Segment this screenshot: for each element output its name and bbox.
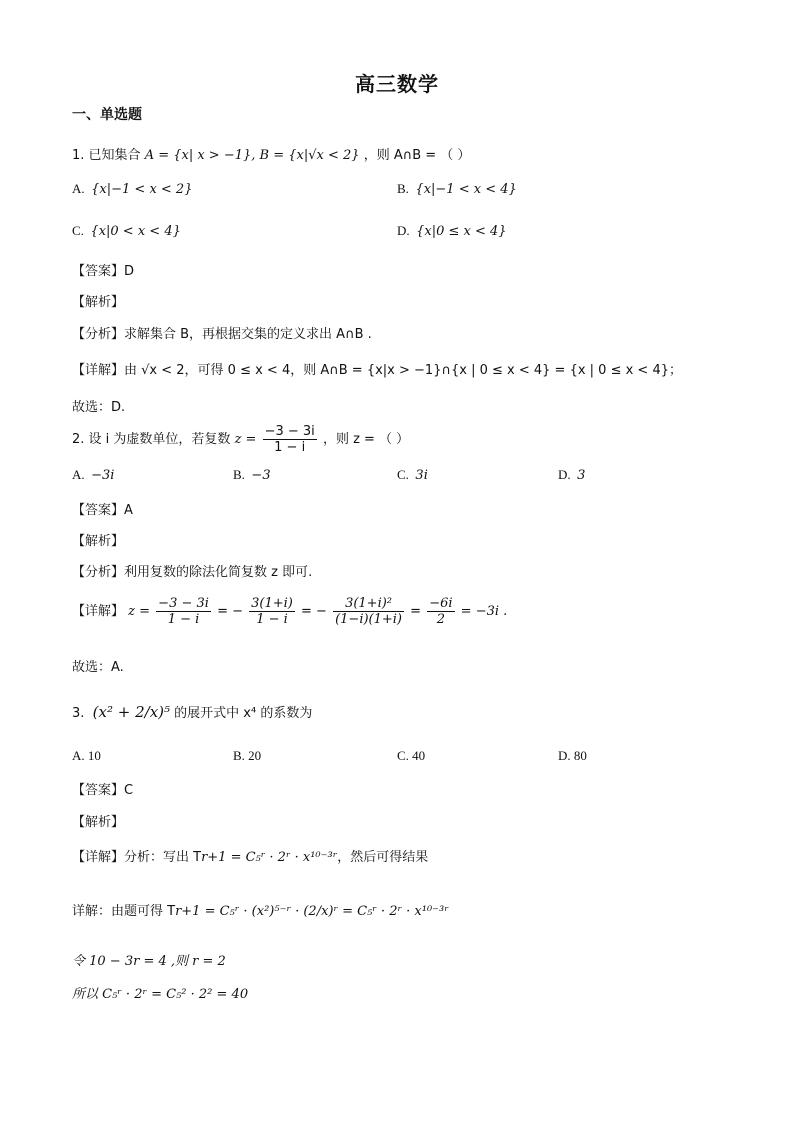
q3-step-1: 令 10 − 3r = 4 ,则 r = 2	[72, 954, 226, 969]
detail-fraction-1	[156, 596, 211, 627]
option-label: D.	[397, 223, 410, 238]
q3-answer: 【答案】C	[72, 783, 134, 798]
question-2-stem	[72, 424, 409, 455]
q2-answer: 【答案】A	[72, 503, 133, 518]
option-text: 10	[87, 748, 101, 763]
q2-fenxi: 【分析】利用复数的除法化简复数 z 即可.	[72, 565, 313, 580]
question-1-stem	[72, 144, 470, 163]
option-text: {x|−1 < x < 4}	[415, 182, 517, 197]
q1-detail: 【详解】由 √x < 2，可得 0 ≤ x < 4，则 A∩B = {x|x > −1}∩{x | 0 ≤ x < 4} = {x | 0 ≤ x < 4}；	[72, 363, 682, 378]
option-label: A.	[72, 467, 85, 482]
q1-answer: 【答案】D	[72, 264, 135, 279]
q3-stem-suffix: 的展开式中 x⁴ 的系数为	[174, 706, 313, 721]
option-label: C.	[72, 223, 84, 238]
fraction-numerator: −6i	[429, 596, 453, 611]
fraction-denominator: (1−i)(1+i)	[335, 612, 403, 627]
equals-negative: = −	[301, 604, 327, 619]
q3-detail-1	[72, 846, 428, 865]
detail-z: z =	[128, 604, 151, 619]
q2-detail	[72, 596, 507, 627]
option-text: −3i	[91, 468, 115, 483]
fraction-denominator: 1 − i	[167, 612, 200, 627]
detail-tag: 【详解】	[72, 604, 125, 619]
fraction-numerator: −3 − 3i	[158, 596, 209, 611]
option-text: {x|−1 < x < 2}	[91, 182, 193, 197]
detail-fraction-4	[427, 596, 454, 627]
equals: =	[410, 604, 422, 619]
q3-step-2: 所以 C₅ʳ · 2ʳ = C₅² · 2² = 40	[72, 987, 249, 1002]
q1-stem-math: A = {x| x > −1}, B = {x|√x < 2}	[144, 148, 360, 163]
option-text: 20	[248, 748, 262, 763]
detail-suffix: ，然后可得结果	[337, 850, 429, 865]
fraction-denominator: 2	[436, 612, 445, 627]
option-text: −3	[251, 468, 271, 483]
q2-analysis-heading: 【解析】	[72, 534, 125, 549]
option-label: B.	[397, 181, 409, 196]
option-label: A.	[72, 181, 85, 196]
q3-option-d	[558, 748, 587, 764]
q1-option-a	[72, 181, 192, 197]
q3-stem-number: 3.	[72, 706, 85, 721]
q2-option-c	[397, 467, 428, 483]
q1-option-d	[397, 223, 507, 239]
detail-text: 【详解】分析：写出 T	[72, 850, 202, 865]
q2-option-a	[72, 467, 114, 483]
fraction-numerator: 3(1+i)²	[333, 596, 404, 612]
q2-stem-prefix: 2. 设 i 为虚数单位，若复数	[72, 432, 231, 447]
q1-analysis-heading: 【解析】	[72, 295, 125, 310]
q1-option-b	[397, 181, 517, 197]
fraction-numerator: −3 − 3i	[264, 424, 315, 439]
q3-stem-math: (x² + 2/x)⁵	[92, 703, 171, 721]
q1-stem-suffix: ，则 A∩B = （ ）	[363, 148, 471, 163]
detail-math: r+1 = C₅ʳ · 2ʳ · x¹⁰⁻³ʳ	[201, 850, 338, 865]
q3-option-b	[233, 748, 261, 764]
option-label: B.	[233, 467, 245, 482]
fraction-denominator: 1 − i	[256, 612, 288, 627]
detail-math: r+1 = C₅ʳ · (x²)⁵⁻ʳ · (2/x)ʳ = C₅ʳ · 2ʳ · x¹⁰⁻³ʳ	[175, 904, 449, 919]
q1-fenxi: 【分析】求解集合 B，再根据交集的定义求出 A∩B .	[72, 327, 372, 342]
option-text: 3i	[415, 468, 428, 483]
q3-option-a	[72, 748, 101, 764]
option-text: 3	[577, 468, 586, 483]
option-label: C.	[397, 467, 409, 482]
q2-conclusion: 故选：A.	[72, 660, 124, 675]
q2-option-b	[233, 467, 271, 483]
question-3-stem	[72, 702, 312, 721]
q1-option-c	[72, 223, 181, 239]
fraction-denominator: 1 − i	[274, 440, 306, 455]
q1-stem-prefix: 1. 已知集合	[72, 148, 141, 163]
option-label: A.	[72, 748, 85, 763]
q2-option-d	[558, 467, 585, 483]
detail-fraction-2	[249, 596, 295, 627]
fraction-numerator: 3(1+i)	[251, 596, 293, 611]
detail-text: 详解：由题可得 T	[72, 904, 176, 919]
detail-tail: = −3i .	[460, 604, 508, 619]
page-title: 高三数学	[355, 72, 439, 96]
q2-z: z =	[234, 432, 257, 447]
option-label: B.	[233, 748, 245, 763]
q3-detail-2	[72, 900, 449, 919]
q3-analysis-heading: 【解析】	[72, 815, 125, 830]
option-text: {x|0 < x < 4}	[90, 224, 181, 239]
equals-negative: = −	[217, 604, 243, 619]
section-heading: 一、单选题	[72, 107, 142, 123]
option-label: D.	[558, 467, 571, 482]
detail-fraction-3	[333, 596, 404, 627]
option-label: C.	[397, 748, 409, 763]
option-text: 80	[573, 748, 587, 763]
q1-conclusion: 故选：D.	[72, 400, 126, 415]
q2-stem-fraction	[263, 424, 317, 455]
q2-stem-suffix: ，则 z = （ ）	[322, 432, 410, 447]
option-text: {x|0 ≤ x < 4}	[416, 224, 507, 239]
option-text: 40	[412, 748, 426, 763]
option-label: D.	[558, 748, 571, 763]
q3-option-c	[397, 748, 425, 764]
